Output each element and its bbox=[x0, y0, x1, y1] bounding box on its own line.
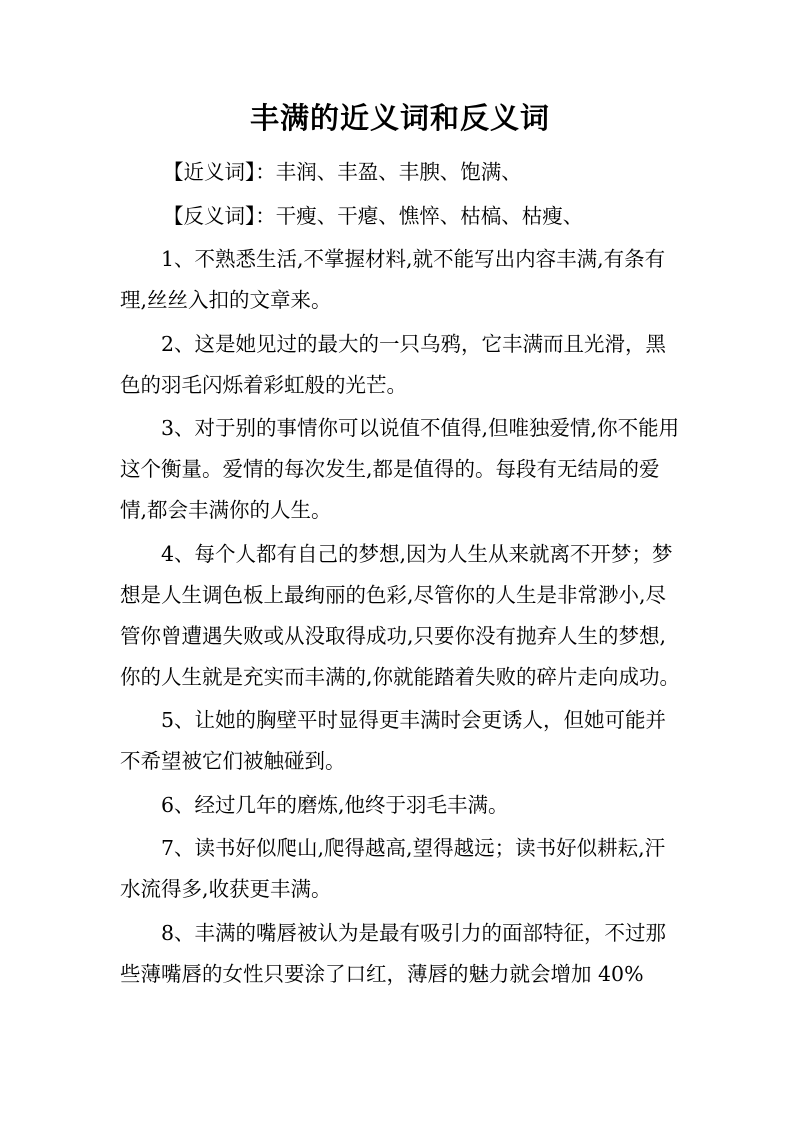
document-body bbox=[120, 152, 682, 997]
page-title: 丰满的近义词和反义词 bbox=[249, 101, 550, 135]
antonyms-line: 【反义词】：干瘦、干瘪、憔悴、枯槁、枯瘦、 bbox=[163, 203, 584, 228]
synonyms-line: 【近义词】：丰润、丰盈、丰腴、饱满、 bbox=[163, 160, 522, 184]
example-sentence-1: 1、不熟悉生活,不掌握材料,就不能写出内容丰满,有条有理,丝丝入扣的文章来。 bbox=[120, 247, 666, 312]
example-sentence-6: 6、经过几年的磨炼,他终于羽毛丰满。 bbox=[161, 792, 509, 817]
example-sentence-5: 5、让她的胸壁平时显得更丰满时会更诱人，但她可能并不希望被它们被触碰到。 bbox=[120, 708, 667, 773]
example-sentence-2: 2、这是她见过的最大的一只乌鸦，它丰满而且光滑，黑色的羽毛闪烁着彩虹般的光芒。 bbox=[120, 331, 667, 397]
example-sentence-8: 8、丰满的嘴唇被认为是最有吸引力的面部特征，不过那些薄嘴唇的女性只要涂了口红，薄唇的魅力就会增加 40% bbox=[120, 920, 667, 986]
example-sentence-3: 3、对于别的事情你可以说值不值得,但唯独爱情,你不能用这个衡量。爱情的每次发生,都是值得的。每段有无结局的爱情,都会丰满你的人生。 bbox=[120, 416, 680, 522]
example-sentence-7: 7、读书好似爬山,爬得越高,望得越远；读书好似耕耘,汗水流得多,收获更丰满。 bbox=[120, 836, 666, 901]
example-sentence-4: 4、每个人都有自己的梦想,因为人生从来就离不开梦；梦想是人生调色板上最绚丽的色彩,尽管你的人生是非常渺小,尽管你曾遭遇失败或从没取得成功,只要你没有抛弃人生的梦想,你的人生就是充实而丰满的,你就能踏着失败的碎片走向成功。 bbox=[120, 541, 681, 689]
